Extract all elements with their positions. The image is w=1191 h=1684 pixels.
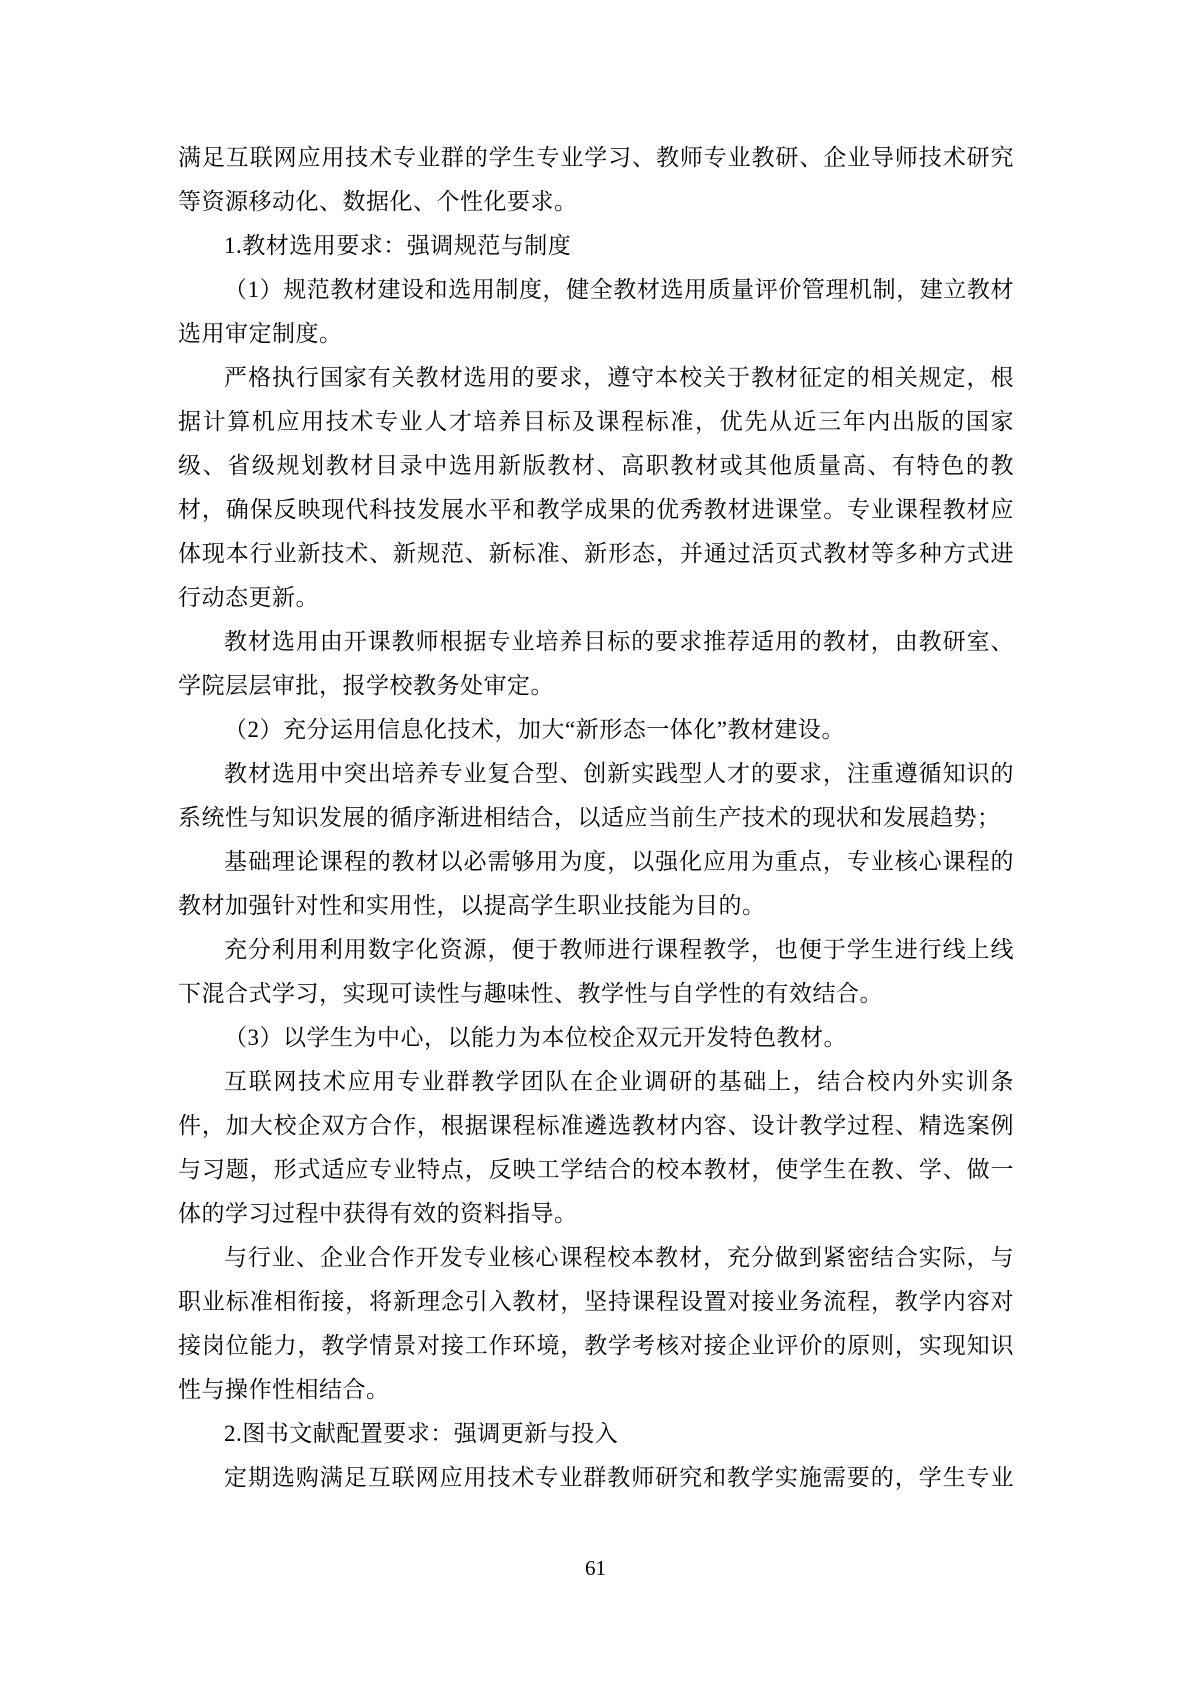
page-number: 61 xyxy=(585,1556,606,1580)
paragraph: 定期选购满足互联网应用技术专业群教师研究和教学实施需要的，学生专业 xyxy=(224,1465,1014,1490)
paragraph: 互联网技术应用专业群教学团队在企业调研的基础上，结合校内外实训条件，加大校企双方合作，根据课程标准遴选教材内容、设计教学过程、精选案例与习题，形式适应专业特点，反映工学结合的校本教材，使学生在教、学、做一体的学习过程中获得有效的资料指导。 xyxy=(178,1069,1014,1226)
section-heading: 1.教材选用要求：强调规范与制度 xyxy=(224,233,572,258)
section-heading: 2.图书文献配置要求：强调更新与投入 xyxy=(224,1421,619,1446)
paragraph: 与行业、企业合作开发专业核心课程校本教材，充分做到紧密结合实际，与职业标准相衔接，将新理念引入教材，坚持课程设置对接业务流程，教学内容对接岗位能力，教学情景对接工作环境，教学考核对接企业评价的原则，实现知识性与操作性相结合。 xyxy=(178,1245,1014,1402)
paragraph: 充分利用利用数字化资源，便于教师进行课程教学，也便于学生进行线上线下混合式学习，实现可读性与趣味性、教学性与自学性的有效结合。 xyxy=(178,937,1014,1006)
paragraph: 教材选用由开课教师根据专业培养目标的要求推荐适用的教材，由教研室、学院层层审批，报学校教务处审定。 xyxy=(178,629,1014,698)
paragraph: （3）以学生为中心，以能力为本位校企双元开发特色教材。 xyxy=(224,1025,847,1050)
paragraph: （2）充分运用信息化技术，加大“新形态一体化”教材建设。 xyxy=(224,717,845,742)
document-body xyxy=(178,136,1014,1500)
paragraph: 教材选用中突出培养专业复合型、创新实践型人才的要求，注重遵循知识的系统性与知识发展的循序渐进相结合，以适应当前生产技术的现状和发展趋势； xyxy=(178,761,1014,830)
paragraph: 严格执行国家有关教材选用的要求，遵守本校关于教材征定的相关规定，根据计算机应用技术专业人才培养目标及课程标准，优先从近三年内出版的国家级、省级规划教材目录中选用新版教材、高职教材或其他质量高、有特色的教材，确保反映现代科技发展水平和教学成果的优秀教材进课堂。专业课程教材应体现本行业新技术、新规范、新标准、新形态，并通过活页式教材等多种方式进行动态更新。 xyxy=(178,365,1014,610)
paragraph: 基础理论课程的教材以必需够用为度，以强化应用为重点，专业核心课程的教材加强针对性和实用性，以提高学生职业技能为目的。 xyxy=(178,849,1014,918)
paragraph: （1）规范教材建设和选用制度，健全教材选用质量评价管理机制，建立教材选用审定制度。 xyxy=(178,277,1014,346)
paragraph: 满足互联网应用技术专业群的学生专业学习、教师专业教研、企业导师技术研究等资源移动化、数据化、个性化要求。 xyxy=(178,145,1014,214)
